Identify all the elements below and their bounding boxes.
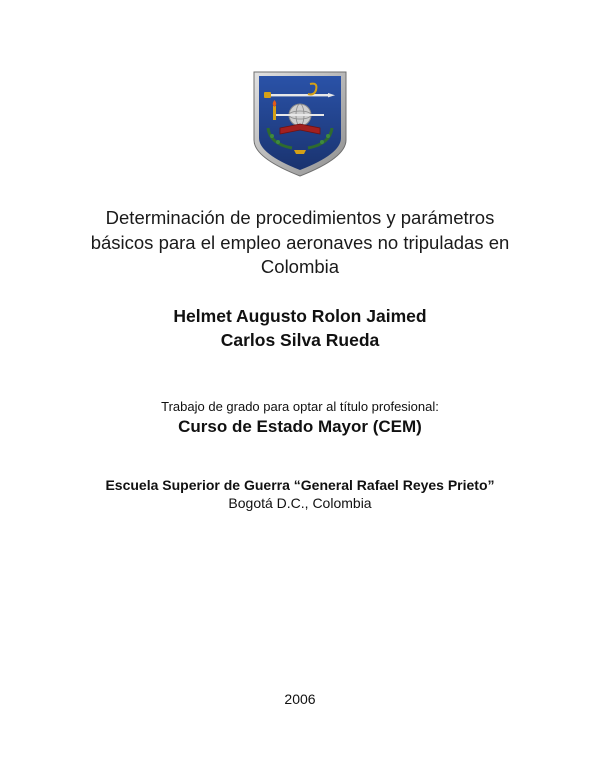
author-list bbox=[0, 304, 600, 352]
military-school-crest-icon bbox=[252, 70, 348, 178]
title-line: básicos para el empleo aeronaves no tripuladas en bbox=[90, 231, 510, 253]
title-line: Determinación de procedimientos y parámetros bbox=[105, 207, 495, 228]
title-line: Colombia bbox=[260, 256, 340, 277]
degree-intro: Trabajo de grado para optar al título profesional: bbox=[161, 399, 439, 414]
degree-name: Curso de Estado Mayor (CEM) bbox=[178, 417, 422, 436]
institution-name: Escuela Superior de Guerra “General Rafael Reyes Prieto” bbox=[105, 477, 495, 493]
author-name: Carlos Silva Rueda bbox=[220, 330, 380, 350]
publication-year: 2006 bbox=[284, 691, 316, 707]
author-name: Helmet Augusto Rolon Jaimed bbox=[173, 306, 427, 326]
institution-location: Bogotá D.C., Colombia bbox=[228, 495, 372, 511]
thesis-title bbox=[0, 206, 600, 280]
